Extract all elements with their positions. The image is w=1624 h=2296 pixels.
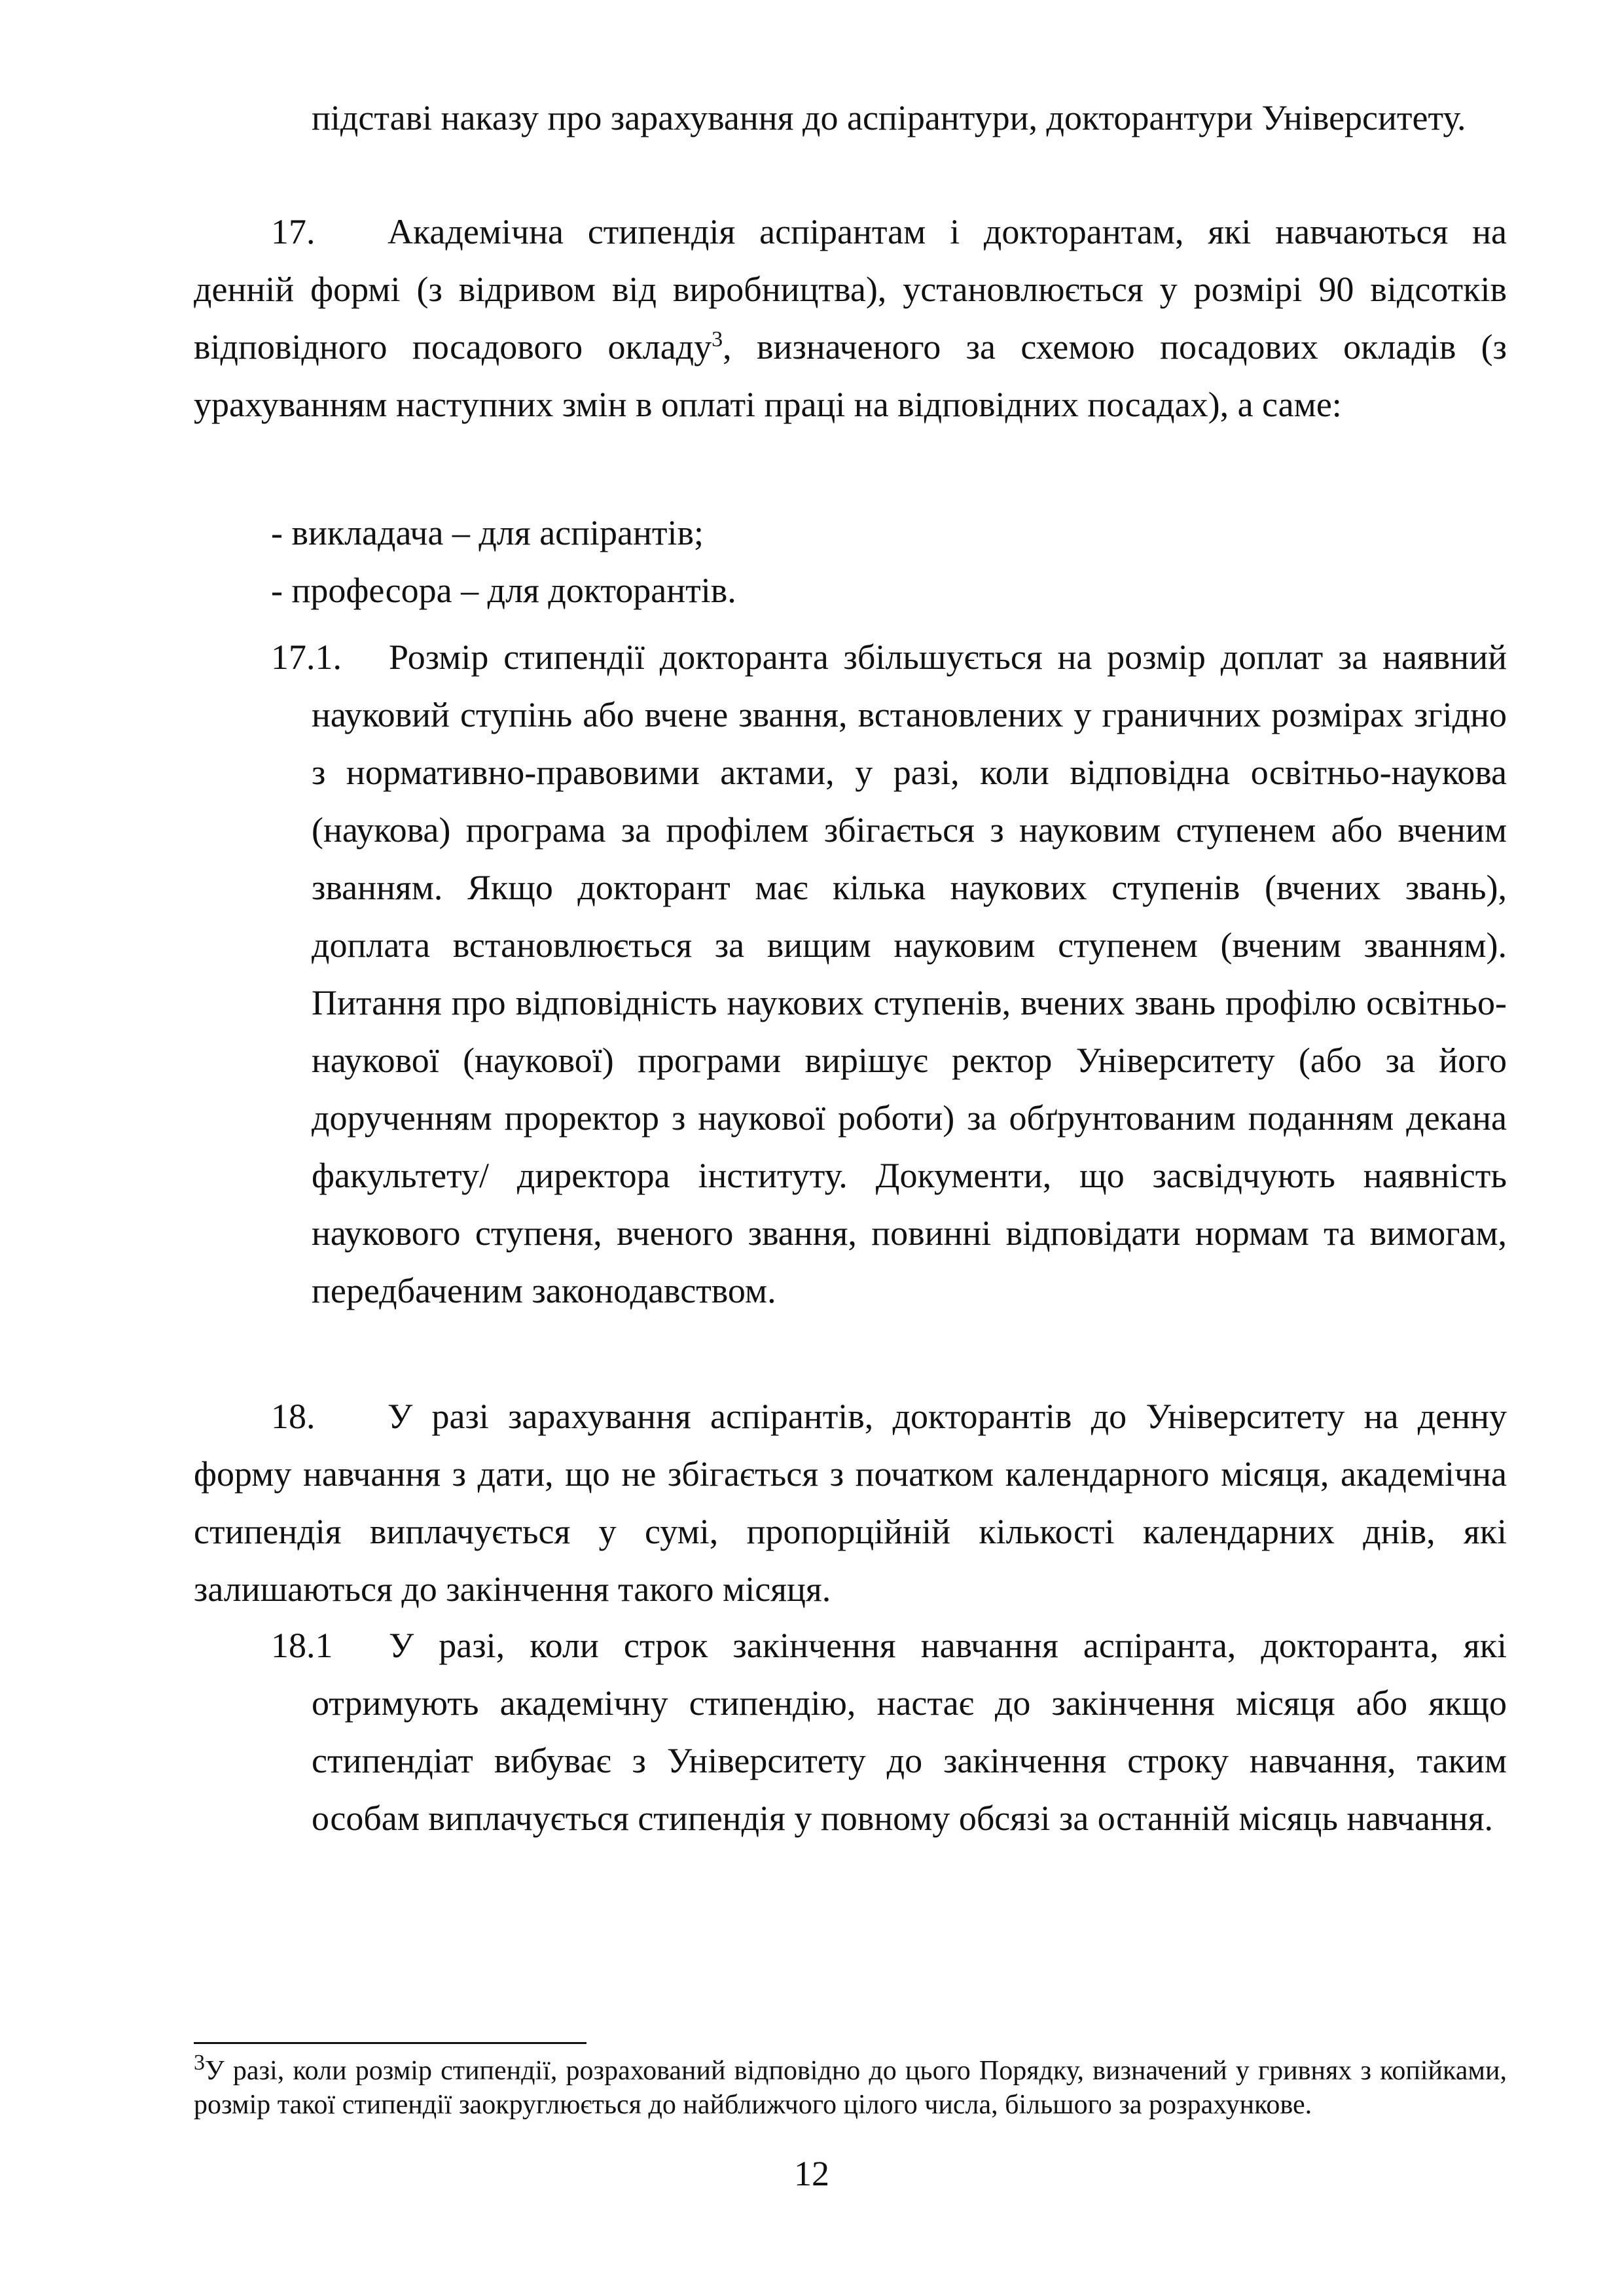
list-item-professor: - професора – для докторантів. — [271, 571, 736, 610]
paragraph-text: У разі, коли строк закінчення навчання аспіранта, докторанта, які отримують академічну стипендію, настає до закінчення місяця або якщо стипендіат вибуває з Університету до закінчення строку навчання, таким особам виплачується стипендія у повному обсязі за останній місяць навчання. — [312, 1626, 1507, 1838]
paragraph-number: 17.1. — [271, 637, 342, 677]
paragraph-number: 18. — [271, 1397, 316, 1436]
paragraph-continuation: підставі наказу про зарахування до аспірантури, докторантури Університету. — [312, 98, 1466, 137]
page-number: 12 — [794, 2154, 829, 2193]
paragraph-18-1 — [271, 1617, 1507, 1847]
paragraph-text: Академічна стипендія аспірантам і докторантам, які навчаються на денній формі (з відривом від виробництва), установлюється у розмірі 90 відсотків відповідного посадового окладу — [194, 212, 1507, 367]
footnote — [194, 2051, 1507, 2122]
footnote-text: У разі, коли розмір стипендії, розрахований відповідно до цього Порядку, визначений у гривнях з копійками, розмір такої стипендії заокруглюється до найближчого цілого числа, більшого за розрахункове. — [194, 2056, 1507, 2120]
paragraph-17 — [194, 203, 1507, 433]
paragraph-number: 17. — [271, 212, 316, 251]
paragraph-text: Розмір стипендії докторанта збільшується на розмір доплат за наявний науковий ступінь або вчене звання, встановлених у граничних розмірах згідно з нормативно-правовими актами, у разі, коли відповідна освітньо-наукова (наукова) програма за профілем збігається з науковим ступенем або вченим званням. Якщо докторант має кілька наукових ступенів (вчених звань), доплата встановлюється за вищим науковим ступенем (вченим званням). Питання про відповідність наукових ступенів, вчених звань профілю освітньо-наукової (наукової) програми вирішує ректор Університету (або за його дорученням проректор з наукової роботи) за обґрунтованим поданням декана факультету/ директора інституту. Документи, що засвідчують наявність наукового ступеня, вченого звання, повинні відповідати нормам та вимогам, передбаченим законодавством. — [312, 637, 1507, 1310]
footnote-mark: 3 — [194, 2051, 205, 2075]
paragraph-17-1 — [271, 628, 1507, 1319]
paragraph-18 — [194, 1388, 1507, 1618]
footnote-reference[interactable]: 3 — [712, 327, 723, 351]
paragraph-number: 18.1 — [271, 1626, 333, 1665]
list-item-lecturer: - викладача – для аспірантів; — [271, 513, 704, 552]
paragraph-text-continued: , визначеного за схемою посадових окладів (з урахуванням наступних змін в оплаті праці на відповідних посадах), а саме: — [194, 327, 1507, 424]
paragraph-text: У разі зарахування аспірантів, докторантів до Університету на денну форму навчання з дати, що не збігається з початком календарного місяця, академічна стипендія виплачується у сумі, пропорційній кількості календарних днів, які залишаються до закінчення такого місяця. — [194, 1397, 1507, 1609]
footnote-separator — [194, 2042, 586, 2044]
